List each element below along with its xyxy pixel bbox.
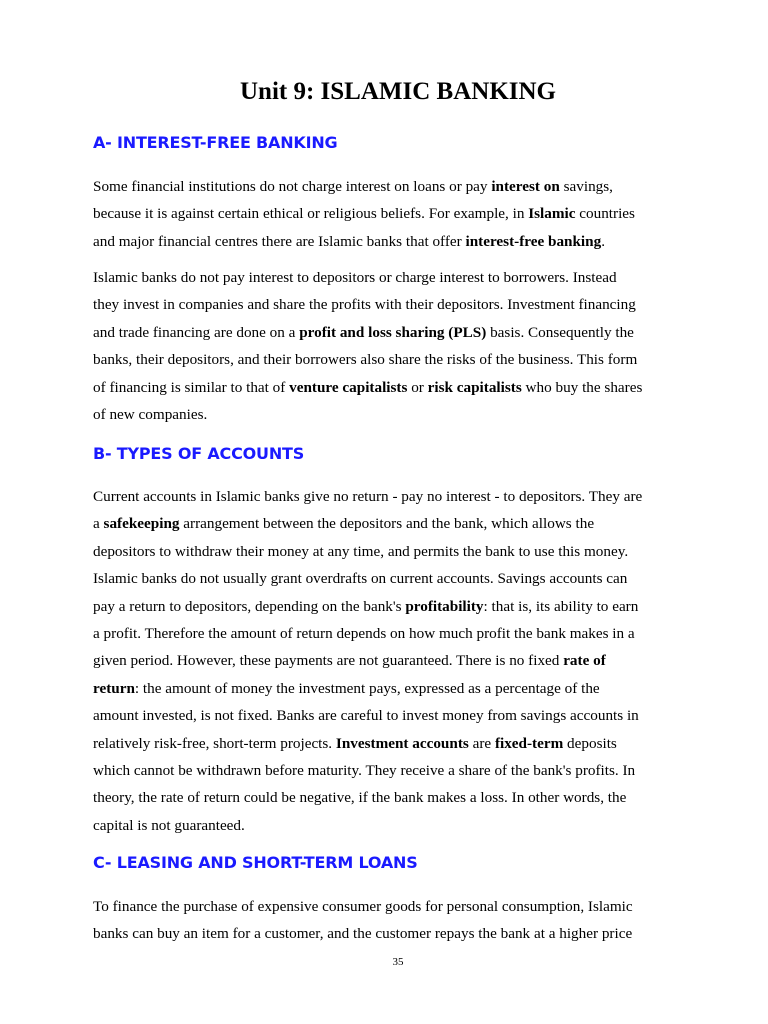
text-run: relatively risk-free, short-term projects. — [93, 734, 336, 752]
text-line — [93, 565, 713, 592]
text-run: To finance the purchase of expensive consumer goods for personal consumption, Islamic — [93, 898, 633, 915]
text-run: arrangement between the depositors and the bank, which allows the — [179, 515, 595, 533]
bold-term: return — [93, 679, 135, 697]
bold-term: profit and loss sharing (PLS) — [299, 323, 487, 341]
text-line — [93, 319, 713, 346]
text-run: : the amount of money the investment pays, expressed as a percentage of the — [134, 679, 600, 697]
text-line — [93, 200, 713, 227]
section-a-paragraph-1 — [93, 173, 713, 255]
bold-term: venture capitalists — [289, 378, 408, 396]
text-run: capital is not guaranteed. — [93, 816, 245, 834]
text-line — [93, 173, 713, 200]
bold-term: safekeeping — [103, 515, 180, 533]
section-a-paragraph-2 — [93, 264, 713, 428]
text-line — [93, 812, 713, 839]
text-line — [93, 510, 713, 537]
text-line — [93, 920, 713, 947]
section-c-paragraph-1 — [93, 893, 713, 948]
text-run: savings, — [559, 178, 613, 195]
section-b-paragraph-1 — [93, 483, 713, 839]
bold-term: profitability — [405, 597, 484, 615]
page-title: Unit 9: ISLAMIC BANKING — [239, 78, 556, 105]
text-run: Current accounts in Islamic banks give no return - pay no interest - to depositors. They are — [93, 488, 643, 505]
text-run: Islamic banks do not pay interest to depositors or charge interest to borrowers. Instead — [93, 269, 617, 286]
text-line — [93, 374, 713, 401]
text-run: of financing is similar to that of — [93, 378, 290, 396]
text-run: depositors to withdraw their money at any time, and permits the bank to use this money. — [93, 542, 629, 560]
bold-term: fixed-term — [494, 734, 564, 752]
text-run: deposits — [563, 734, 617, 752]
text-line — [93, 784, 713, 811]
text-run: of new companies. — [93, 405, 208, 423]
text-run: which cannot be withdrawn before maturity. They receive a share of the bank's profits. In — [93, 761, 636, 779]
text-run: Islamic banks do not usually grant overdrafts on current accounts. Savings accounts can — [93, 570, 628, 588]
bold-term: Investment accounts — [335, 734, 469, 752]
text-line — [93, 291, 713, 318]
text-line — [93, 620, 713, 647]
text-run: a profit. Therefore the amount of return depends on how much profit the bank makes in a — [93, 624, 635, 642]
bold-term: Islamic — [528, 205, 576, 223]
page-number: 35 — [392, 956, 404, 968]
text-run: a — [93, 515, 104, 533]
text-line — [93, 593, 713, 620]
text-line — [93, 647, 713, 674]
text-run: banks can buy an item for a customer, and the customer repays the bank at a higher price — [93, 925, 633, 943]
text-run: theory, the rate of return could be negative, if the bank makes a loss. In other words, the — [93, 789, 627, 807]
text-run: : that is, its ability to earn — [483, 597, 639, 615]
bold-term: interest-free banking — [465, 232, 602, 250]
text-run: because it is against certain ethical or religious beliefs. For example, in — [93, 205, 529, 223]
section-a-heading: A- INTEREST-FREE BANKING — [93, 133, 338, 152]
text-line — [93, 730, 713, 757]
text-run: and major financial centres there are Islamic banks that offer — [93, 232, 466, 250]
text-run: they invest in companies and share the profits with their depositors. Investment financing — [93, 296, 636, 314]
text-line — [93, 346, 713, 373]
text-line — [93, 483, 713, 510]
text-run: are — [468, 734, 495, 752]
bold-term: risk capitalists — [427, 378, 522, 396]
text-run: given period. However, these payments are not guaranteed. There is no fixed — [93, 652, 564, 670]
text-run: Some financial institutions do not charge interest on loans or pay — [93, 178, 492, 195]
text-line — [93, 228, 713, 255]
text-line — [93, 702, 713, 729]
bold-term: interest on — [491, 178, 560, 195]
text-run: who buy the shares — [521, 378, 643, 396]
bold-term: rate of — [563, 652, 606, 670]
text-line — [93, 675, 713, 702]
text-run: or — [407, 378, 428, 396]
text-line — [93, 401, 713, 428]
text-run: basis. Consequently the — [486, 323, 634, 341]
text-run: banks, their depositors, and their borrowers also share the risks of the business. This form — [93, 351, 638, 369]
text-run: . — [601, 232, 605, 250]
text-run: pay a return to depositors, depending on the bank's — [93, 597, 406, 615]
section-b-heading: B- TYPES OF ACCOUNTS — [93, 444, 305, 463]
text-run: and trade financing are done on a — [93, 323, 300, 341]
text-line — [93, 264, 713, 291]
text-line — [93, 893, 713, 920]
text-line — [93, 538, 713, 565]
section-c-heading: C- LEASING AND SHORT-TERM LOANS — [93, 853, 418, 872]
text-run: countries — [575, 205, 635, 223]
text-run: amount invested, is not fixed. Banks are careful to invest money from savings accounts in — [93, 707, 639, 725]
text-line — [93, 757, 713, 784]
